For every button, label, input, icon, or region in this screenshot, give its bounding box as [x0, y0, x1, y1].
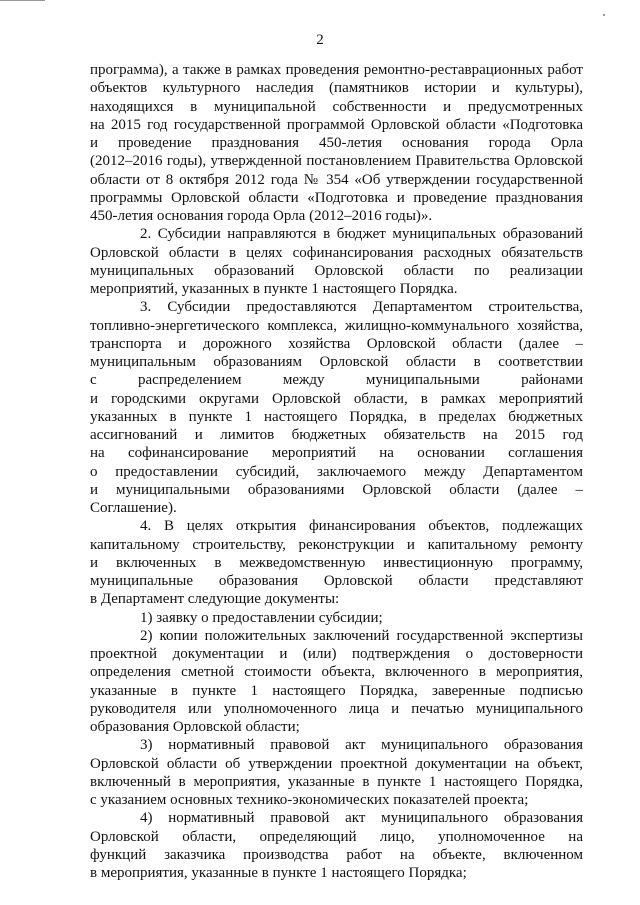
text-line: 4. В целях открытия финансирования объектов, подлежащих — [140, 518, 583, 535]
text-line: муниципальные образования Орловской области представляют — [90, 573, 583, 589]
text-line: ассигнований и лимитов бюджетных обязательств на 2015 год — [90, 427, 583, 443]
text-line: проектной документации и (или) подтверждения о достоверности — [90, 646, 583, 662]
text-line: находящихся в муниципальной собственности и предусмотренных — [90, 98, 583, 115]
page-number: 2 — [316, 32, 324, 48]
text-line: функций заказчика производства работ на объекте, включенном — [90, 846, 583, 863]
text-line: 3) нормативный правовой акт муниципального образования — [140, 737, 583, 754]
paragraph — [90, 809, 583, 882]
text-line: и включенных в межведомственную инвестиционную программу, — [90, 554, 583, 571]
text-line: 450-летия основания города Орла (2012–2016 годы)». — [90, 208, 433, 224]
text-line: с распределением между муниципальными районами — [90, 372, 583, 389]
text-line: 1) заявку о предоставлении субсидии; — [140, 609, 383, 626]
text-line: указанных в пункте 1 настоящего Порядка, в пределах бюджетных — [90, 408, 583, 425]
text-line: в мероприятия, указанные в пункте 1 настоящего Порядка; — [90, 865, 467, 881]
paragraph — [90, 61, 583, 225]
text-line: Орловской области, определяющий лицо, уполномоченное на — [90, 828, 583, 845]
text-line: 2) копии положительных заключений государственной экспертизы — [140, 627, 583, 644]
text-line: программы Орловской области «Подготовка и проведение празднования — [90, 189, 583, 206]
text-line: муниципальным образованиям Орловской области в соответствии — [90, 354, 583, 370]
text-line: руководителя или уполномоченного лица и печатью муниципального — [90, 700, 583, 717]
text-line: на 2015 год государственной программой Орловской области «Подготовка — [90, 116, 583, 133]
text-line: в Департамент следующие документы: — [90, 591, 340, 608]
text-line: Орловской области об утверждении проектной документации на объект, — [90, 755, 583, 772]
text-line: определения сметной стоимости объекта, включенного в мероприятия, — [90, 664, 583, 681]
text-line: о предоставлении субсидий, заключаемого между Департаментом — [90, 463, 583, 480]
text-line: топливно-энергетического комплекса, жилищно-коммунального хозяйства, — [90, 317, 583, 334]
paragraph — [90, 225, 583, 298]
text-line: образования Орловской области; — [90, 719, 300, 735]
text-line: и проведение празднования 450-летия основания города Орла — [90, 135, 583, 151]
text-line: и городскими округами Орловской области, в рамках мероприятий — [90, 390, 583, 407]
text-line: 3. Субсидии предоставляются Департаментом строительства, — [140, 299, 583, 316]
scan-artifact — [603, 14, 605, 16]
text-line: 2. Субсидии направляются в бюджет муниципальных образований — [140, 226, 583, 243]
text-line: объектов культурного наследия (памятников истории и культуры), — [90, 80, 583, 97]
text-line: капитальному строительству, реконструкции и капитальному ремонту — [90, 536, 583, 553]
text-line: муниципальных образований Орловской области по реализации — [90, 262, 583, 279]
scan-artifact — [0, 0, 45, 1]
paragraph — [90, 627, 583, 737]
text-line: 4) нормативный правовой акт муниципального образования — [140, 810, 583, 827]
text-line: включенный в мероприятия, указанные в пункте 1 настоящего Порядка, — [90, 773, 583, 790]
text-line: Соглашение). — [90, 500, 177, 516]
text-line: (2012–2016 годы), утвержденной постановлением Правительства Орловской — [90, 153, 583, 170]
text-line: Орловской области в целях софинансирования расходных обязательств — [90, 244, 583, 261]
text-line: указанные в пункте 1 настоящего Порядка, заверенные подписью — [90, 682, 583, 699]
document-body — [90, 61, 583, 882]
text-line: транспорта и дорожного хозяйства Орловской области (далее – — [90, 335, 583, 352]
text-line: с указанием основных технико-экономических показателей проекта; — [90, 792, 529, 808]
paragraph — [90, 609, 583, 627]
text-line: на софинансирование мероприятий на основании соглашения — [90, 445, 583, 462]
text-line: мероприятий, указанных в пункте 1 настоящего Порядка. — [90, 281, 458, 297]
text-line: и муниципальными образованиями Орловской области (далее – — [90, 481, 583, 498]
text-line: программа), а также в рамках проведения ремонтно-реставрационных работ — [90, 62, 583, 78]
paragraph — [90, 517, 583, 608]
paragraph — [90, 298, 583, 517]
text-line: области от 8 октября 2012 года № 354 «Об утверждении государственной — [90, 171, 583, 188]
paragraph — [90, 736, 583, 809]
